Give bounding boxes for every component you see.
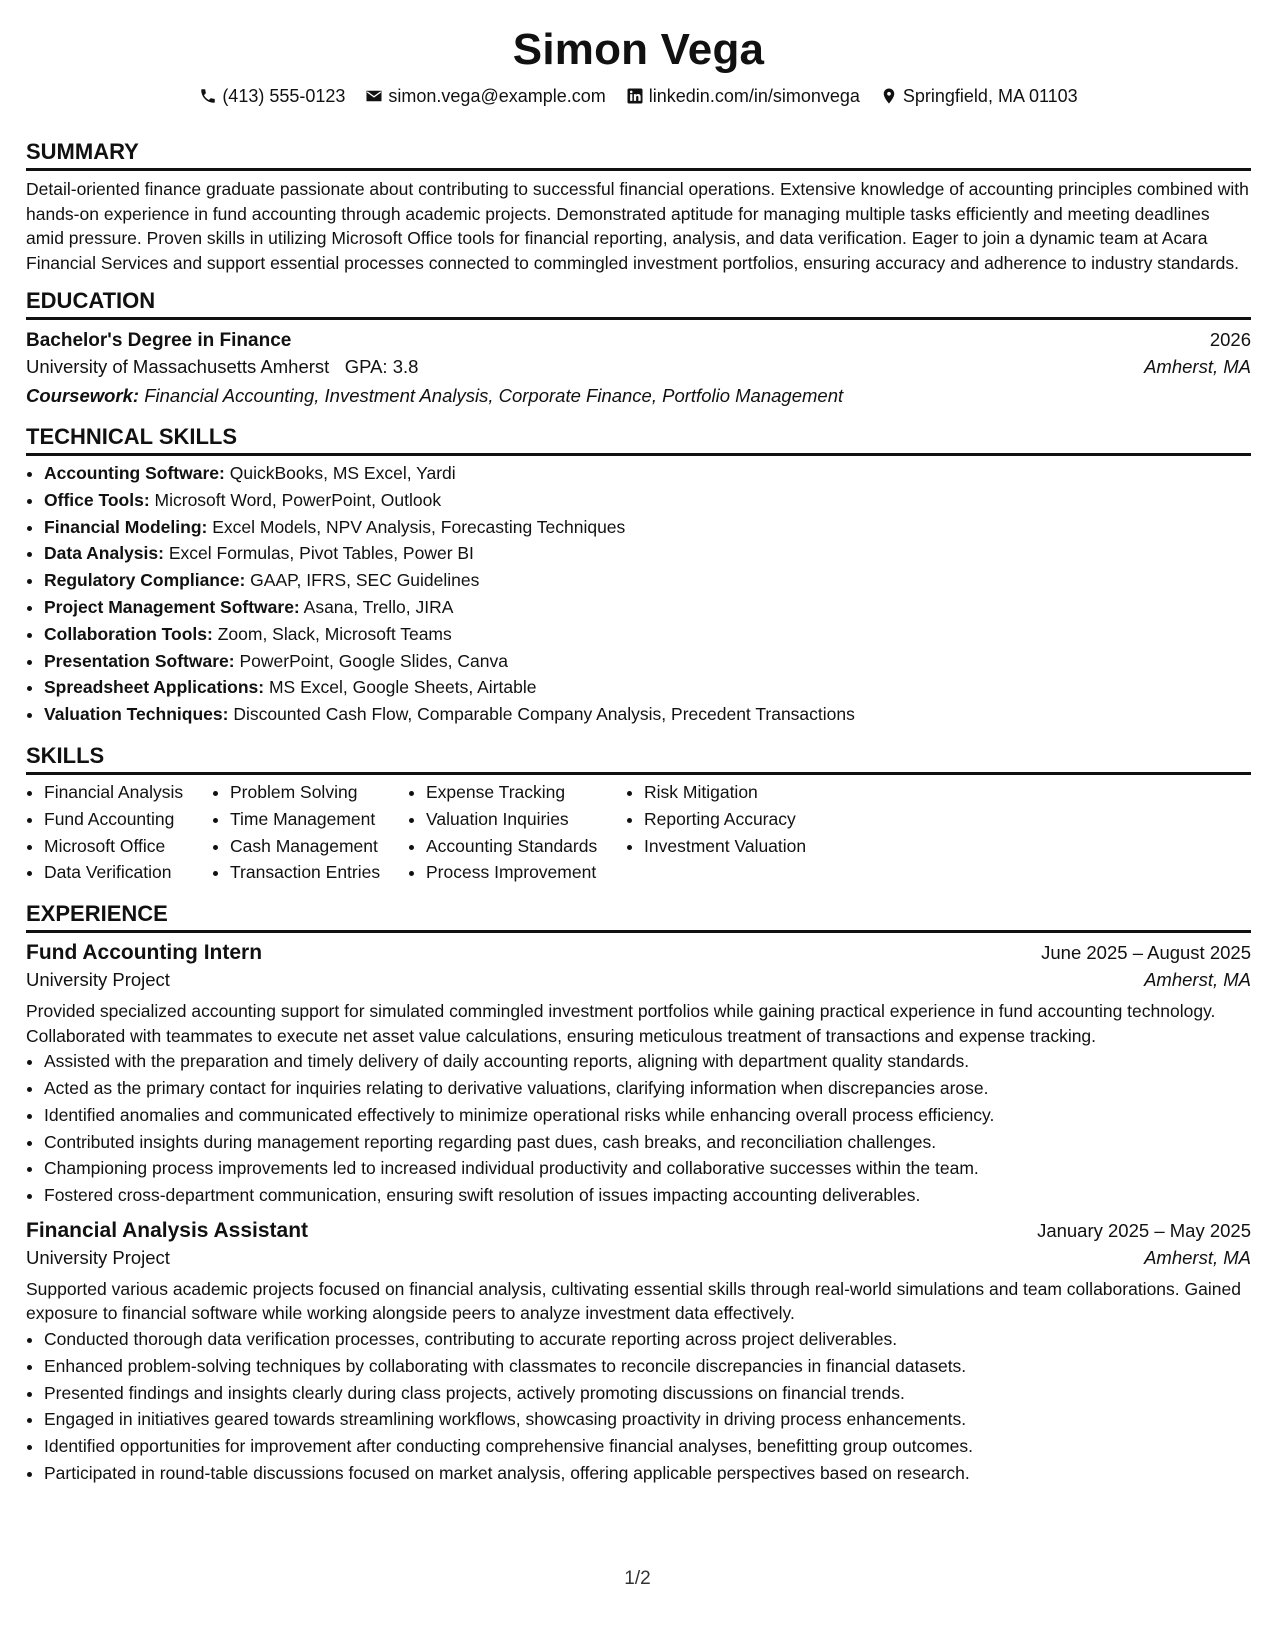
job-title-row	[26, 939, 1251, 967]
list-item: • Identified opportunities for improvement after conducting comprehensive financial analyses, benefitting group outcomes.	[44, 1433, 1251, 1460]
school-name: University of Massachusetts Amherst	[26, 356, 330, 377]
contact-linkedin[interactable]	[626, 84, 860, 108]
coursework-list: Financial Accounting, Investment Analysis, Corporate Finance, Portfolio Management	[144, 385, 844, 406]
list-item: • Investment Valuation	[644, 833, 846, 860]
skills-section	[26, 742, 1251, 886]
contact-bar	[26, 84, 1251, 108]
list-item	[44, 540, 1251, 567]
job-title: Fund Accounting Intern	[26, 941, 263, 965]
list-item: • Microsoft Office	[44, 833, 212, 860]
job-org-row	[26, 1245, 1251, 1271]
job-dates: January 2025 – May 2025	[1037, 1219, 1251, 1241]
coursework-label: Coursework:	[26, 385, 140, 406]
skill-values: GAAP, IFRS, SEC Guidelines	[250, 570, 480, 591]
education-title-row	[26, 327, 1251, 354]
job-bullets	[26, 1048, 1251, 1209]
job-org-row	[26, 967, 1251, 993]
list-item: • Valuation Inquiries	[426, 806, 626, 833]
linkedin-icon	[626, 87, 644, 105]
degree-title: Bachelor's Degree in Finance	[26, 330, 292, 351]
skill-category: Regulatory Compliance:	[44, 570, 246, 591]
list-item	[44, 621, 1251, 648]
section-heading: TECHNICAL SKILLS	[26, 423, 1251, 456]
skill-category: Office Tools:	[44, 489, 150, 510]
skill-category: Spreadsheet Applications:	[44, 677, 265, 698]
contact-email[interactable]	[365, 84, 605, 108]
technical-skills-list	[26, 460, 1251, 728]
skill-values: QuickBooks, MS Excel, Yardi	[229, 463, 456, 483]
list-item: • Participated in round-table discussions focused on market analysis, offering applicable perspectives based on research.	[44, 1460, 1251, 1487]
resume-page	[26, 0, 1251, 1487]
list-item: • Identified anomalies and communicated effectively to minimize operational risks while enhancing overall process efficiency.	[44, 1102, 1251, 1129]
skill-values: Discounted Cash Flow, Comparable Company Analysis, Precedent Transactions	[233, 704, 855, 725]
list-item	[44, 460, 1251, 487]
skill-values: Microsoft Word, PowerPoint, Outlook	[154, 489, 442, 510]
skill-values: Zoom, Slack, Microsoft Teams	[217, 623, 452, 644]
email-text: simon.vega@example.com	[388, 86, 606, 106]
list-item: • Time Management	[230, 806, 408, 833]
list-item: • Financial Analysis	[44, 779, 212, 806]
gpa: GPA: 3.8	[344, 356, 419, 377]
job-description: Provided specialized accounting support for simulated commingled investment portfolios while gaining practical experience in fund accounting technology. Collaborated with teammates to execute net asset value calculations, ensuring meticulous treatment of transactions and expense tracking.	[26, 1001, 1216, 1046]
skill-values: PowerPoint, Google Slides, Canva	[239, 650, 508, 671]
skills-column	[626, 779, 846, 886]
job-entry	[26, 939, 1251, 1209]
job-org: University Project	[26, 1246, 170, 1268]
page-number: 1/2	[624, 1568, 651, 1589]
graduation-year: 2026	[1209, 329, 1251, 350]
list-item: • Process Improvement	[426, 859, 626, 886]
skill-values: MS Excel, Google Sheets, Airtable	[268, 677, 537, 698]
phone-icon	[199, 87, 217, 105]
skills-grid	[26, 779, 1251, 886]
list-item	[44, 594, 1251, 621]
section-heading: SKILLS	[26, 742, 1251, 775]
job-entry	[26, 1217, 1251, 1487]
list-item: • Engaged in initiatives geared towards streamlining workflows, showcasing proactivity in driving process enhancements.	[44, 1406, 1251, 1433]
list-item: • Transaction Entries	[230, 859, 408, 886]
list-item	[44, 567, 1251, 594]
education-school-row	[26, 354, 1251, 380]
list-item: • Reporting Accuracy	[644, 806, 846, 833]
list-item	[44, 674, 1251, 701]
job-org: University Project	[26, 969, 170, 991]
education-section	[26, 287, 1251, 409]
list-item: • Fund Accounting	[44, 806, 212, 833]
skill-category: Collaboration Tools:	[44, 623, 213, 644]
skill-category: Accounting Software:	[44, 463, 225, 483]
list-item	[44, 648, 1251, 675]
experience-section	[26, 900, 1251, 1487]
list-item: • Championing process improvements led to increased individual productivity and collaborative successes within the team.	[44, 1155, 1251, 1182]
job-bullets	[26, 1326, 1251, 1487]
linkedin-text: linkedin.com/in/simonvega	[648, 86, 860, 106]
skills-column	[408, 779, 626, 886]
location-text: Springfield, MA 01103	[902, 86, 1078, 106]
job-dates: June 2025 – August 2025	[1041, 942, 1251, 964]
envelope-icon	[365, 87, 383, 105]
contact-phone	[199, 84, 345, 108]
school-line	[26, 354, 418, 380]
skill-values: Asana, Trello, JIRA	[303, 596, 454, 617]
list-item: • Fostered cross-department communication, ensuring swift resolution of issues impacting accounting deliverables.	[44, 1182, 1251, 1209]
list-item: • Cash Management	[230, 833, 408, 860]
job-title: Financial Analysis Assistant	[26, 1218, 309, 1242]
coursework-line	[26, 383, 1251, 409]
list-item	[44, 487, 1251, 514]
list-item	[44, 701, 1251, 728]
contact-location	[880, 84, 1078, 108]
summary-section	[26, 138, 1251, 275]
job-title-row	[26, 1217, 1251, 1245]
list-item: • Conducted thorough data verification processes, contributing to accurate reporting across project deliverables.	[44, 1326, 1251, 1353]
phone-text: (413) 555-0123	[222, 86, 346, 106]
summary-text: Detail-oriented finance graduate passionate about contributing to successful financial operations. Extensive knowledge of accounting principles combined with hands-on experience in fund accounting through academic projects. Demonstrated aptitude for managing multiple tasks efficiently and meeting deadlines amid pressure. Proven skills in utilizing Microsoft Office tools for financial reporting, analysis, and data verification. Eager to join a dynamic team at Acara Financial Services and support essential processes connected to commingled investment portfolios, ensuring accuracy and adherence to industry standards.	[26, 179, 1249, 273]
skill-category: Presentation Software:	[44, 650, 235, 671]
list-item	[44, 514, 1251, 541]
skill-values: Excel Formulas, Pivot Tables, Power BI	[168, 543, 474, 564]
list-item: • Presented findings and insights clearly during class projects, actively promoting discussions on financial trends.	[44, 1380, 1251, 1407]
skill-category: Data Analysis:	[44, 543, 164, 564]
skill-category: Valuation Techniques:	[44, 704, 229, 725]
list-item: • Accounting Standards	[426, 833, 626, 860]
section-heading: EDUCATION	[26, 287, 1251, 320]
technical-skills-section	[26, 423, 1251, 728]
school-location: Amherst, MA	[1144, 356, 1251, 377]
job-location: Amherst, MA	[1144, 969, 1251, 991]
list-item: • Data Verification	[44, 859, 212, 886]
list-item: • Risk Mitigation	[644, 779, 846, 806]
skill-values: Excel Models, NPV Analysis, Forecasting Techniques	[212, 516, 626, 537]
job-location: Amherst, MA	[1144, 1246, 1251, 1268]
list-item: • Enhanced problem-solving techniques by collaborating with classmates to reconcile discrepancies in financial datasets.	[44, 1353, 1251, 1380]
list-item: • Acted as the primary contact for inquiries relating to derivative valuations, clarifying information when discrepancies arose.	[44, 1075, 1251, 1102]
map-pin-icon	[880, 87, 898, 105]
skill-category: Project Management Software:	[44, 596, 300, 617]
list-item: • Problem Solving	[230, 779, 408, 806]
list-item: • Contributed insights during management reporting regarding past dues, cash breaks, and reconciliation challenges.	[44, 1129, 1251, 1156]
job-description: Supported various academic projects focused on financial analysis, cultivating essential skills through real-world simulations and team collaborations. Gained exposure to financial software while working alongside peers to analyze investment data effectively.	[26, 1278, 1241, 1324]
list-item: • Assisted with the preparation and timely delivery of daily accounting reports, aligning with department quality standards.	[44, 1048, 1251, 1075]
skill-category: Financial Modeling:	[44, 516, 208, 537]
skills-column	[212, 779, 408, 886]
section-heading: SUMMARY	[26, 138, 1251, 171]
candidate-name: Simon Vega	[512, 25, 765, 74]
list-item: • Expense Tracking	[426, 779, 626, 806]
section-heading: EXPERIENCE	[26, 900, 1251, 933]
skills-column	[26, 779, 212, 886]
